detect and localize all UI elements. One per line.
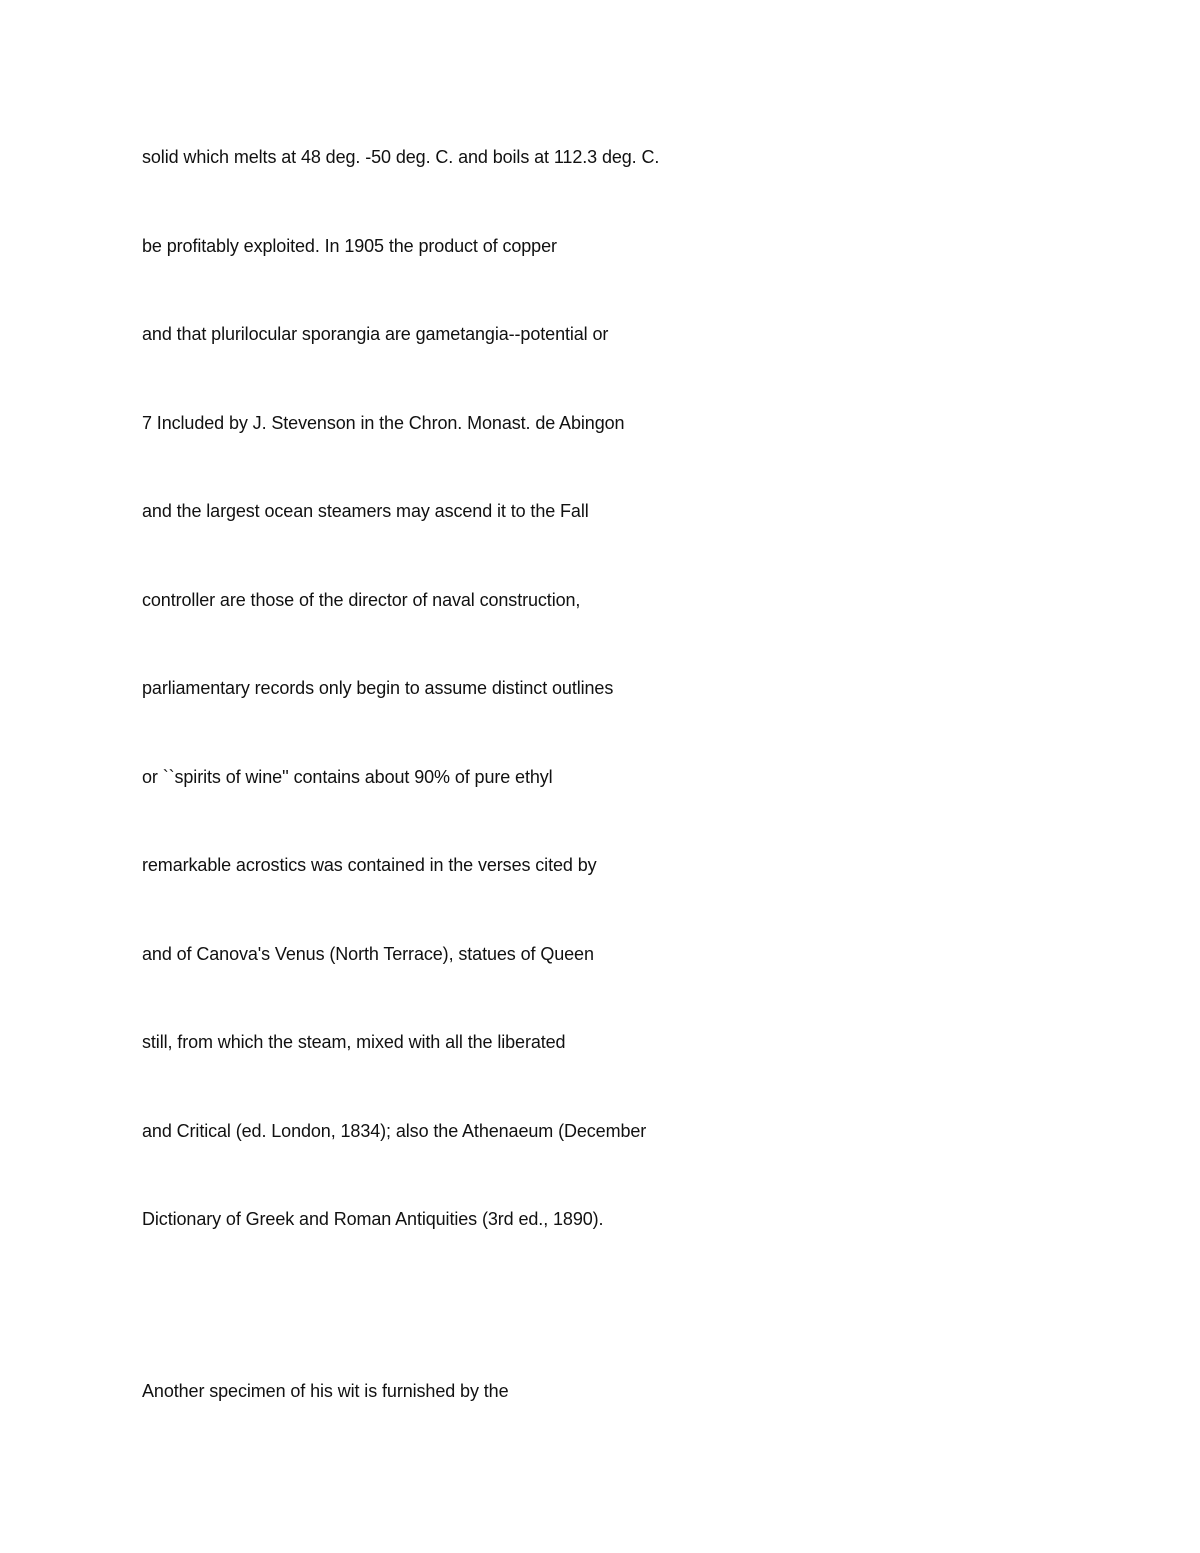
text-lines (142, 143, 1122, 1294)
closing-line: Another specimen of his wit is furnished by the (142, 1381, 509, 1401)
text-line: be profitably exploited. In 1905 the product of copper (142, 235, 557, 256)
text-line: controller are those of the director of naval construction, (142, 589, 581, 610)
text-line: remarkable acrostics was contained in the verses cited by (142, 855, 597, 875)
text-line: still, from which the steam, mixed with all the liberated (142, 1032, 566, 1052)
text-line: and of Canova's Venus (North Terrace), statues of Queen (142, 943, 594, 964)
text-line: Dictionary of Greek and Roman Antiquities (3rd ed., 1890). (142, 1209, 604, 1229)
text-line: solid which melts at 48 deg. -50 deg. C. and boils at 112.3 deg. C. (142, 147, 660, 167)
text-line: and Critical (ed. London, 1834); also the Athenaeum (December (142, 1120, 647, 1141)
text-line: or ``spirits of wine'' contains about 90% of pure ethyl (142, 766, 553, 787)
text-line: and that plurilocular sporangia are gametangia--potential or (142, 324, 609, 344)
text-line: parliamentary records only begin to assume distinct outlines (142, 678, 614, 698)
text-line: and the largest ocean steamers may ascend it to the Fall (142, 501, 589, 521)
text-line: 7 Included by J. Stevenson in the Chron. Monast. de Abingon (142, 412, 625, 433)
